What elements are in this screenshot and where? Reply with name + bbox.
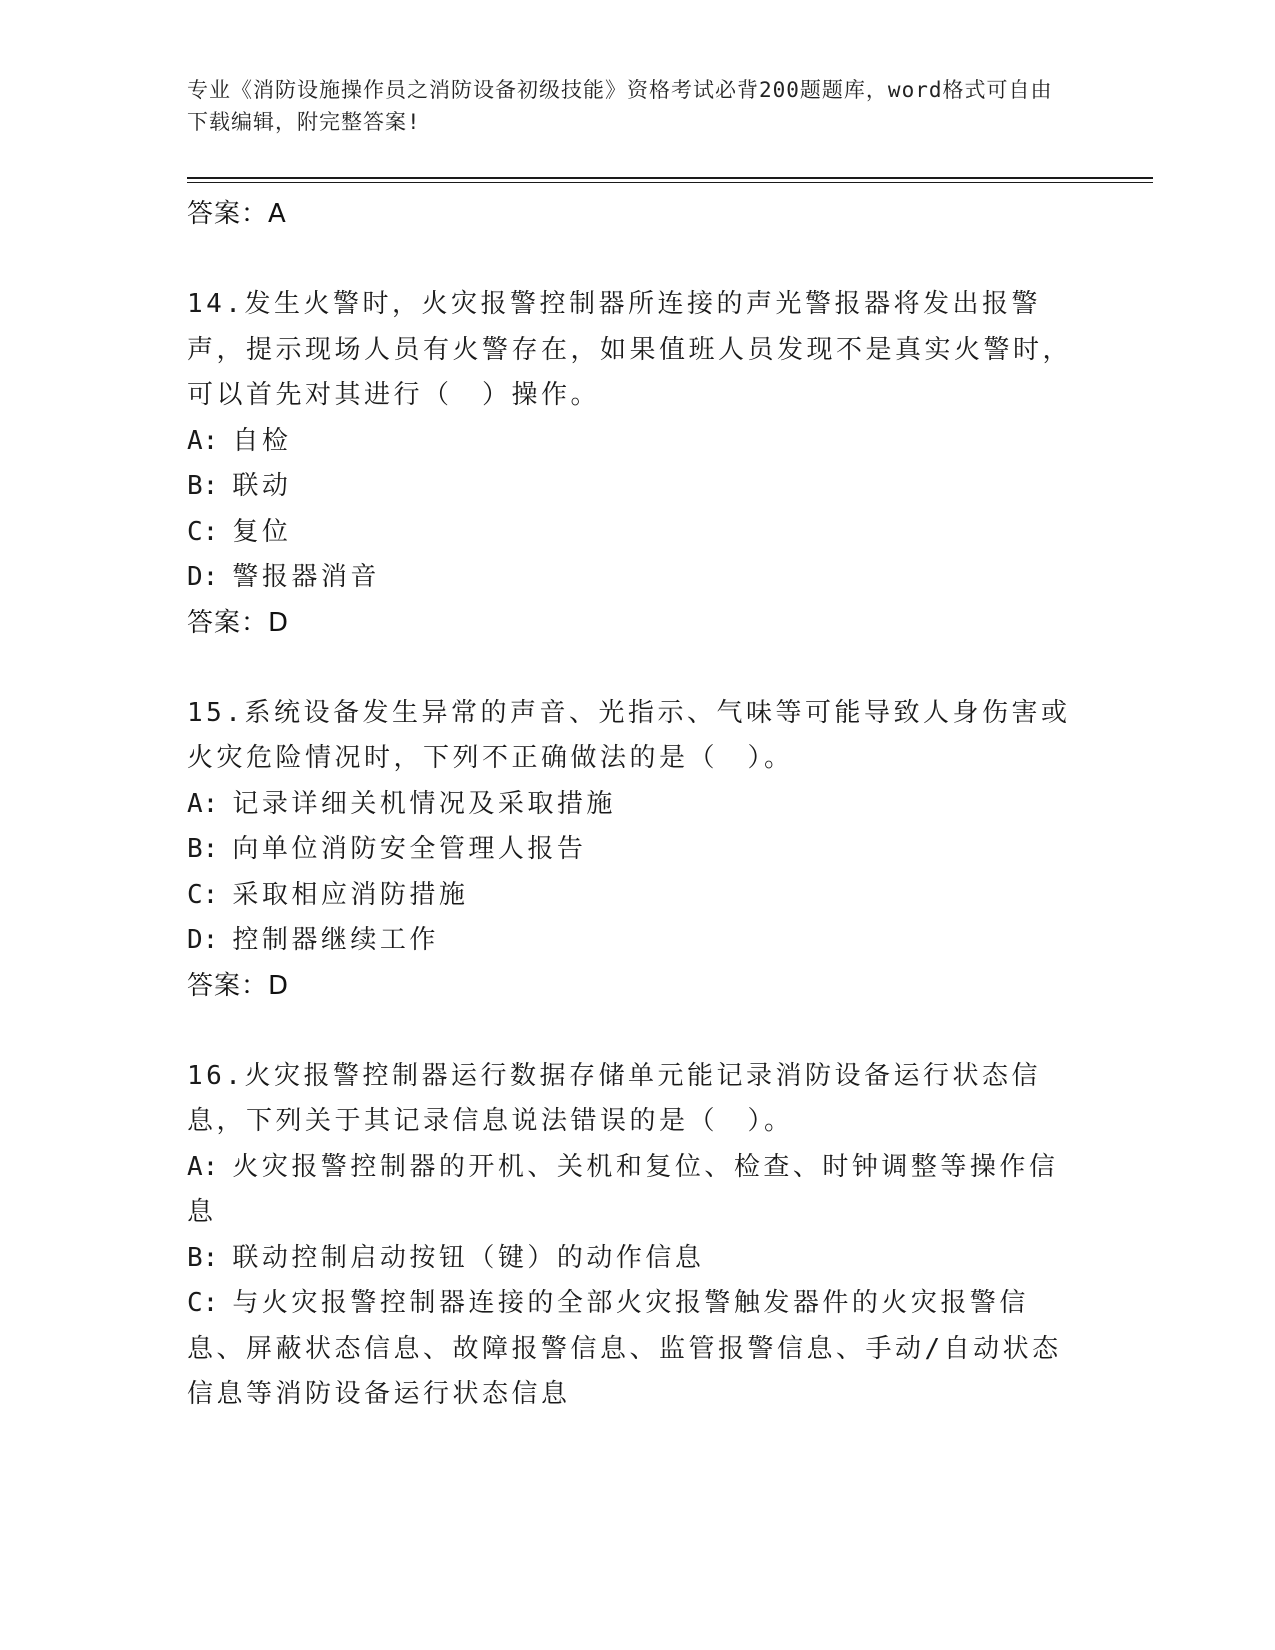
question-block (187, 1054, 1087, 1418)
header-rule-thick (187, 177, 1153, 179)
option-letter: B (187, 471, 203, 501)
page-header (187, 74, 1067, 138)
option-letter: B (187, 1242, 203, 1273)
option-text: 警报器消音 (232, 562, 380, 592)
option-text: 复位 (232, 516, 292, 547)
option-letter: A (187, 1151, 203, 1182)
option-separator: : (202, 879, 219, 910)
answer-line: 答案：A (187, 199, 287, 229)
question-list (187, 188, 1087, 1418)
option-letter: D (187, 925, 203, 955)
option-letter: D (187, 562, 203, 592)
option-separator: : (202, 834, 219, 864)
option-letter: C (187, 516, 203, 547)
question-stem: 14.发生火警时，火灾报警控制器所连接的声光警报器将发出报警声，提示现场人员有火警存在，如果值班人员发现不是真实火警时，可以首先对其进行（ ）操作。 (187, 289, 1073, 410)
option-separator: : (202, 788, 219, 819)
option-a (187, 419, 1087, 465)
option-c (187, 510, 1087, 556)
option-separator: : (202, 1288, 219, 1318)
option-separator: : (202, 425, 219, 456)
option-letter: C (187, 1288, 203, 1318)
question-stem: 15.系统设备发生异常的声音、光指示、气味等可能导致人身伤害或火灾危险情况时，下列不正确做法的是（ ）。 (187, 697, 1071, 773)
option-a (187, 782, 1087, 828)
option-letter: A (187, 425, 203, 456)
option-text: 火灾报警控制器的开机、关机和复位、检查、时钟调整等操作信息 (187, 1151, 1059, 1227)
option-text: 与火灾报警控制器连接的全部火灾报警触发器件的火灾报警信息、屏蔽状态信息、故障报警信息、监管报警信息、手动/自动状态信息等消防设备运行状态信息 (187, 1288, 1062, 1409)
header-text: 专业《消防设施操作员之消防设备初级技能》资格考试必背200题题库，word格式可自由下载编辑，附完整答案! (187, 78, 1053, 134)
option-separator: : (202, 516, 219, 547)
option-c (187, 1281, 1087, 1418)
option-letter: B (187, 834, 203, 864)
option-text: 联动 (232, 471, 292, 501)
option-text: 向单位消防安全管理人报告 (232, 834, 587, 864)
option-letter: C (187, 879, 203, 910)
option-a (187, 1145, 1087, 1236)
option-separator: : (202, 562, 219, 592)
question-block (187, 691, 1087, 1009)
option-d (187, 555, 1087, 601)
option-separator: : (202, 471, 219, 501)
option-b (187, 1236, 1087, 1282)
option-text: 记录详细关机情况及采取措施 (232, 788, 616, 819)
option-separator: : (202, 1242, 219, 1273)
option-text: 联动控制启动按钮（键）的动作信息 (232, 1242, 705, 1273)
question-stem: 16.火灾报警控制器运行数据存储单元能记录消防设备运行状态信息，下列关于其记录信息说法错误的是（ ）。 (187, 1060, 1041, 1136)
header-rule-thin (187, 182, 1153, 183)
option-separator: : (202, 1151, 219, 1182)
option-separator: : (202, 925, 219, 955)
option-b (187, 827, 1087, 873)
option-c (187, 873, 1087, 919)
option-text: 自检 (232, 425, 292, 456)
question-block (187, 282, 1087, 646)
option-text: 采取相应消防措施 (232, 879, 469, 910)
answer-line: 答案：D (187, 607, 290, 638)
answer-line: 答案：D (187, 970, 290, 1001)
option-text: 控制器继续工作 (232, 925, 439, 955)
option-letter: A (187, 788, 203, 819)
option-d (187, 918, 1087, 964)
option-b (187, 464, 1087, 510)
